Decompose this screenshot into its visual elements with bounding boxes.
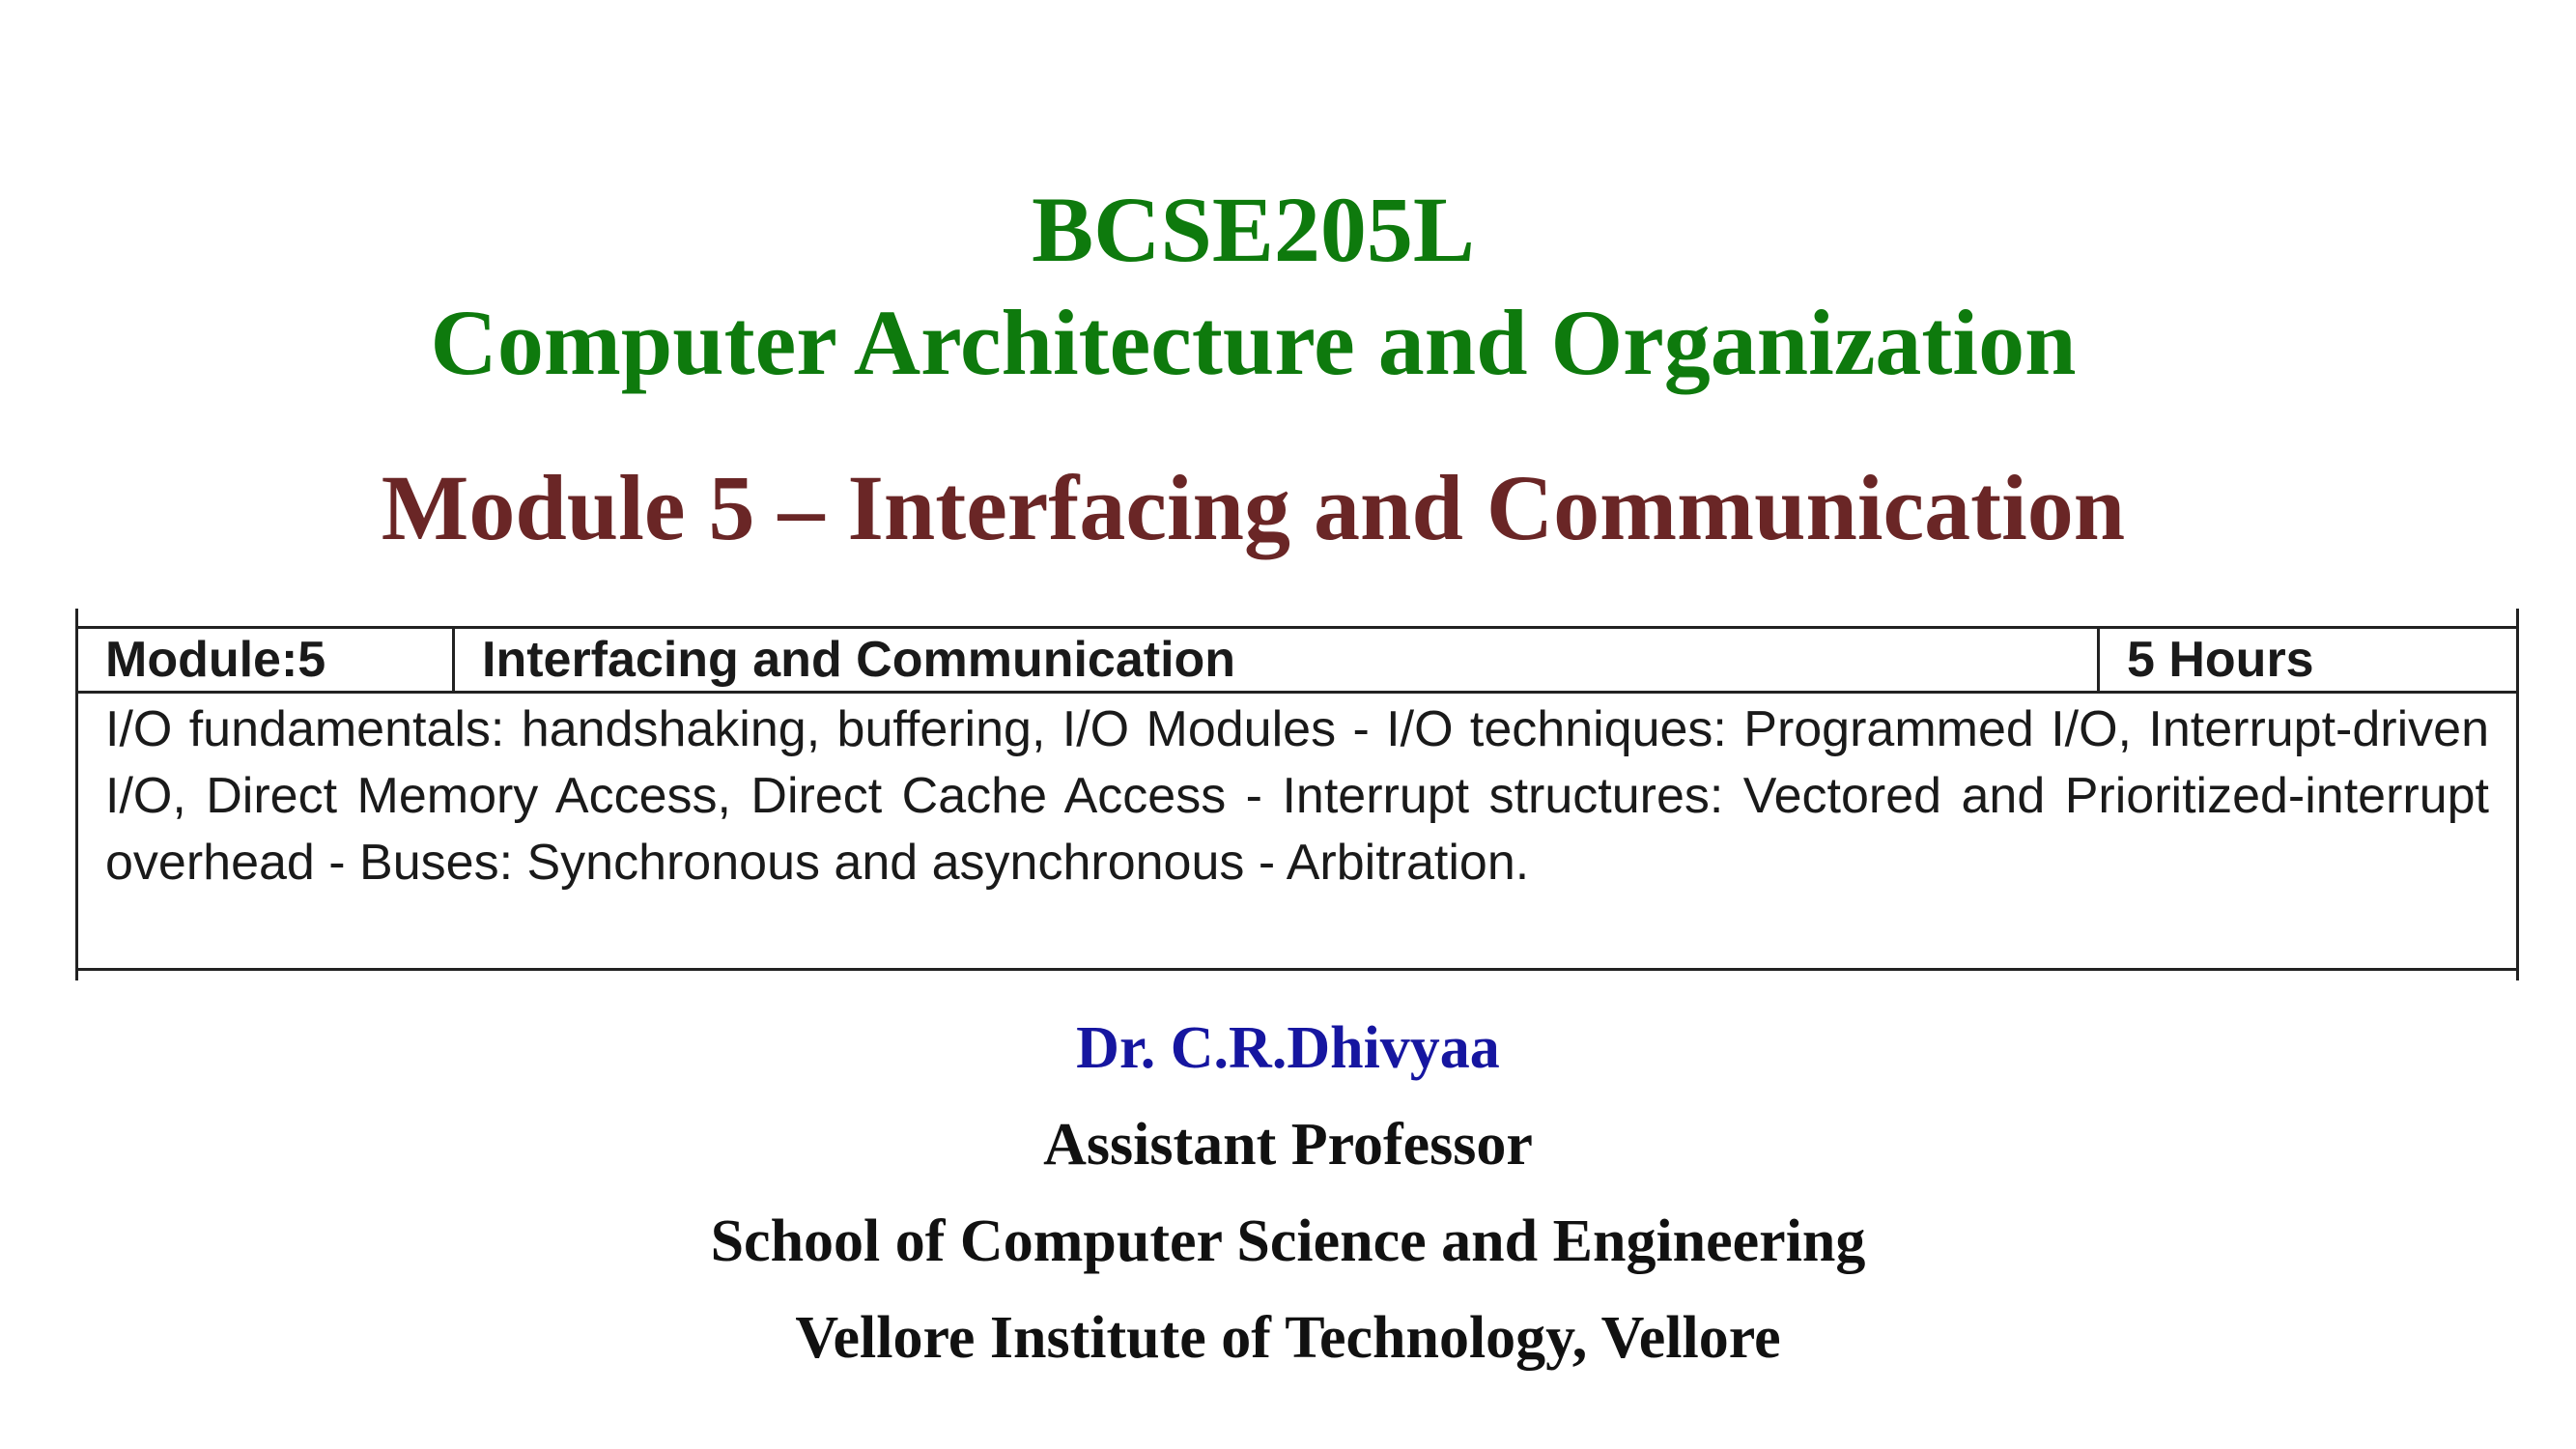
- course-name: Computer Architecture and Organization: [430, 291, 2077, 394]
- author-school: School of Computer Science and Engineering: [710, 1208, 1866, 1274]
- table-header-row: [75, 626, 2519, 694]
- header-hours-cell: 5 Hours: [2127, 632, 2314, 688]
- module-title: Module 5 – Interfacing and Communication: [381, 456, 2126, 559]
- author-institute: Vellore Institute of Technology, Vellore: [795, 1305, 1781, 1371]
- table-top-edge: [75, 609, 2519, 626]
- syllabus-content-cell: I/O fundamentals: handshaking, buffering, I/O Modules - I/O techniques: Programmed I/O, Interrupt-driven I/O, Direct Memory Access, Direct Cache Access - Interrupt structures: Vectored and Prioritized-interrupt overhead - Buses: Synchronous and asynchronous - Arbitration.: [75, 691, 2519, 971]
- author-designation: Assistant Professor: [1043, 1112, 1533, 1178]
- syllabus-table: [75, 609, 2519, 979]
- author-name: Dr. C.R.Dhivyaa: [1076, 1015, 1500, 1081]
- course-code: BCSE205L: [1032, 178, 1475, 281]
- header-module-cell: Module:5: [78, 629, 455, 691]
- header-topic-cell: Interfacing and Communication: [455, 629, 2100, 691]
- table-bottom-edge: [75, 971, 2519, 980]
